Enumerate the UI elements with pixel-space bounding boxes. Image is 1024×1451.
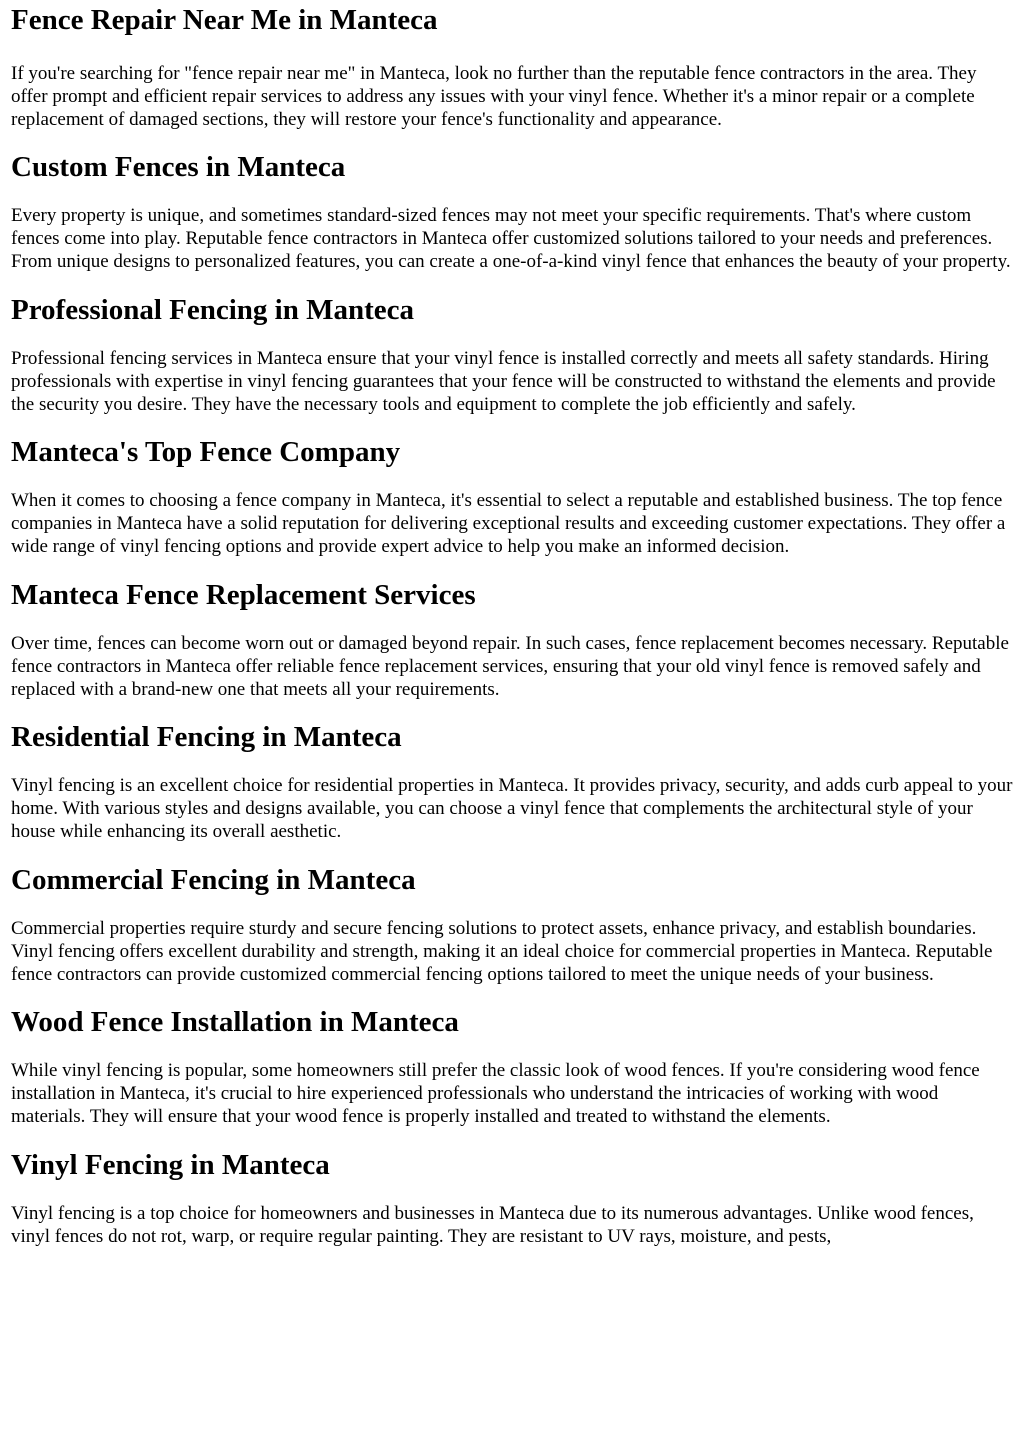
section-heading: Professional Fencing in Manteca [11,294,415,326]
section-heading: Fence Repair Near Me in Manteca [11,4,438,36]
section-heading: Wood Fence Installation in Manteca [11,1006,459,1038]
article-content [0,3,1024,1248]
section-heading: Residential Fencing in Manteca [11,721,402,753]
section-custom-fences [11,150,1014,273]
section-heading: Manteca's Top Fence Company [11,436,401,468]
section-paragraph: Over time, fences can become worn out or damaged beyond repair. In such cases, fence replacement becomes necessary. Reputable fence contractors in Manteca offer reliable fence replacement services, ensuring that your old vinyl fence is removed safely and replaced with a brand-new one that meets all your requirements. [11,633,1009,700]
section-paragraph: When it comes to choosing a fence company in Manteca, it's essential to select a reputable and established business. The top fence companies in Manteca have a solid reputation for delivering exceptional results and exceeding customer expectations. They offer a wide range of vinyl fencing options and provide expert advice to help you make an informed decision. [11,490,1006,557]
section-paragraph: If you're searching for "fence repair near me" in Manteca, look no further than the reputable fence contractors in the area. They offer prompt and efficient repair services to address any issues with your vinyl fence. Whether it's a minor repair or a complete replacement of damaged sections, they will restore your fence's functionality and appearance. [11,63,977,130]
section-paragraph: Professional fencing services in Manteca ensure that your vinyl fence is installed correctly and meets all safety standards. Hiring professionals with expertise in vinyl fencing guarantees that your fence will be constructed to withstand the elements and provide the security you desire. They have the necessary tools and equipment to complete the job efficiently and safely. [11,348,996,415]
section-paragraph: Commercial properties require sturdy and secure fencing solutions to protect assets, enhance privacy, and establish boundaries. Vinyl fencing offers excellent durability and strength, making it an ideal choice for commercial properties in Manteca. Reputable fence contractors can provide customized commercial fencing options tailored to meet the unique needs of your business. [11,918,993,985]
section-vinyl-fencing [11,1148,1014,1248]
section-heading: Custom Fences in Manteca [11,151,346,183]
section-fence-repair [11,3,1014,131]
section-professional-fencing [11,293,1014,416]
section-heading: Vinyl Fencing in Manteca [11,1149,330,1181]
section-paragraph: While vinyl fencing is popular, some homeowners still prefer the classic look of wood fences. If you're considering wood fence installation in Manteca, it's crucial to hire experienced professionals who understand the intricacies of working with wood materials. They will ensure that your wood fence is properly installed and treated to withstand the elements. [11,1060,980,1127]
section-heading: Commercial Fencing in Manteca [11,864,416,896]
section-wood-fence-installation [11,1005,1014,1128]
section-paragraph: Every property is unique, and sometimes standard-sized fences may not meet your specific requirements. That's where custom fences come into play. Reputable fence contractors in Manteca offer customized solutions tailored to your needs and preferences. From unique designs to personalized features, you can create a one-of-a-kind vinyl fence that enhances the beauty of your property. [11,205,1011,272]
section-fence-replacement [11,578,1014,701]
section-heading: Manteca Fence Replacement Services [11,579,476,611]
section-top-fence-company [11,435,1014,558]
section-commercial-fencing [11,863,1014,986]
section-residential-fencing [11,720,1014,843]
section-paragraph: Vinyl fencing is an excellent choice for residential properties in Manteca. It provides privacy, security, and adds curb appeal to your home. With various styles and designs available, you can choose a vinyl fence that complements the architectural style of your house while enhancing its overall aesthetic. [11,775,1013,842]
section-paragraph: Vinyl fencing is a top choice for homeowners and businesses in Manteca due to its numerous advantages. Unlike wood fences, vinyl fences do not rot, warp, or require regular painting. They are resistant to UV rays, moisture, and pests, [11,1203,974,1247]
